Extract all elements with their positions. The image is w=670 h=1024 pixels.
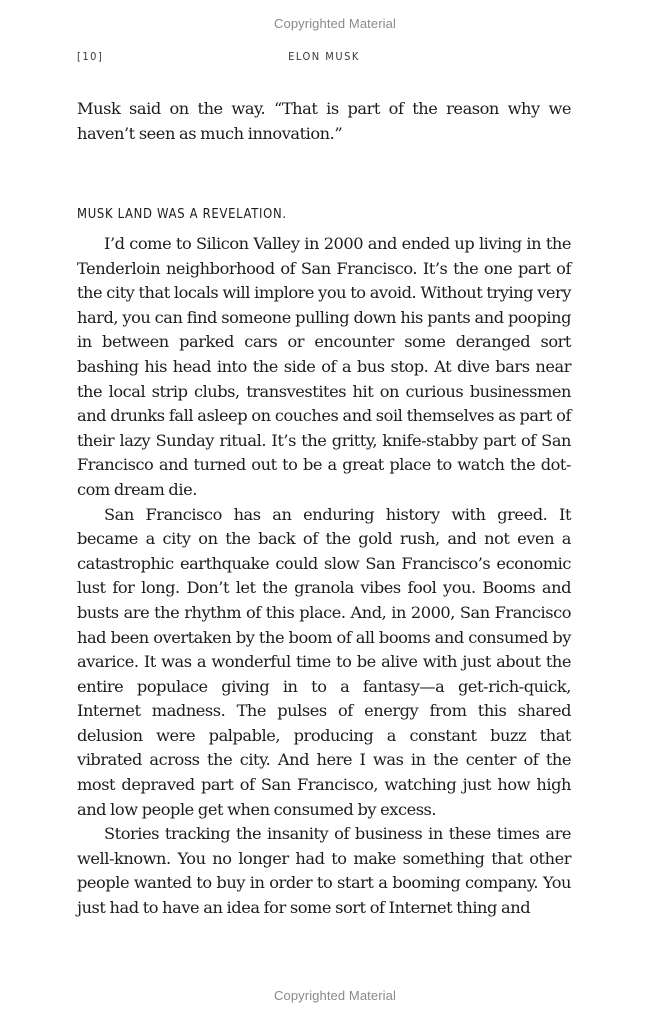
page-number: [10] [77, 50, 104, 63]
book-title: ELON MUSK [288, 50, 360, 63]
copyright-watermark-top: Copyrighted Material [274, 16, 396, 31]
continuation-text [77, 97, 571, 146]
running-head [77, 50, 571, 66]
section-heading: MUSK LAND WAS A REVELATION. [77, 206, 287, 222]
body-text [77, 232, 571, 921]
copyright-watermark-bottom: Copyrighted Material [274, 988, 396, 1003]
body-paragraph: San Francisco has an enduring history with greed. It became a city on the back of the gold rush, and not even a catastrophic earthquake could slow San Francisco’s economic lust for long. Don’t let the granola vibes fool you. Booms and busts are the rhythm of this place. And, in 2000, San Francisco had been overtaken by the boom of all booms and consumed by avarice. It was a wonderful time to be alive with just about the entire populace giving in to a fantasy—a get-rich-quick, Internet madness. The pulses of energy from this shared delusion were palpable, producing a constant buzz that vibrated across the city. And here I was in the center of the most depraved part of San Francisco, watching just how high and low people get when consumed by excess. [77, 504, 571, 819]
continuation-paragraph: Musk said on the way. “That is part of the reason why we haven’t seen as much innovation.” [77, 99, 571, 143]
body-paragraph: Stories tracking the insanity of business in these times are well-known. You no longer had to make something that other people wanted to buy in order to start a booming company. You just had to have an idea for some sort of Internet thing and [77, 824, 571, 918]
body-paragraph: I’d come to Silicon Valley in 2000 and ended up living in the Tenderloin neighborhood of San Francisco. It’s the one part of the city that locals will implore you to avoid. Without trying very hard, you can find someone pulling down his pants and pooping in between parked cars or encounter some deranged sort bashing his head into the side of a bus stop. At dive bars near the local strip clubs, transvestites hit on curious businessmen and drunks fall asleep on couches and soil themselves as part of their lazy Sunday ritual. It’s the gritty, knife-stabby part of San Francisco and turned out to be a great place to watch the dot-com dream die. [77, 234, 571, 499]
